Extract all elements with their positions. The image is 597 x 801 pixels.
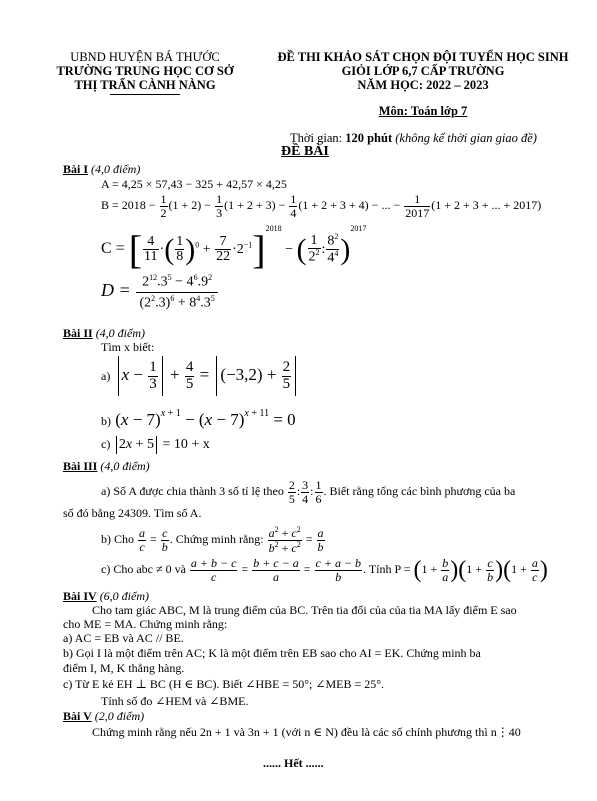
header-divider-left (110, 94, 180, 95)
bai1-D: D = $\frac{2^{12}.3^5 - 4^6.9^2}{(2^2.3)^6 + 8^4.3^5}$ (101, 274, 219, 312)
time-line: Thời gian: 120 phút (không kể thời gian giao đề) (290, 131, 537, 145)
bai4-b-line1: b) Gọi I là một điểm trên AC; K là một điểm trên EB sao cho AI = EK. Chứng minh ba (63, 646, 481, 660)
end-marker: ...... Hết ...... (263, 756, 324, 770)
bai3-a-line2: số đó bằng 24309. Tìm số A. (63, 506, 202, 520)
school-town: THỊ TRẤN CÀNH NÀNG (74, 78, 216, 92)
exam-title: ĐỀ THI KHẢO SÁT CHỌN ĐỘI TUYỂN HỌC SINH (277, 50, 569, 64)
bai2-a: a) x − $\frac{1}{3}$ + $\frac{4}{5}$ = (−3,2) + $\frac{2}{5}$ (101, 356, 299, 396)
bai1-A: A = 4,25 × 57,43 − 325 + 42,57 × 4,25 (101, 177, 287, 191)
school-year: NĂM HỌC: 2022 – 2023 (357, 78, 489, 92)
bai3-b: b) Cho $\frac{a}{c}$ = $\frac{c}{b}$ . Chứng minh rằng: $\frac{a^2 + c^2}{b^2 + c^2}$ = $\frac{a}{b}$ (101, 525, 324, 555)
bai3-c: c) Cho abc ≠ 0 và $\frac{a + b - c}{c}$ = $\frac{b + c - a}{a}$ = $\frac{c + a - b}{b}$ . Tính P = (1 + $\frac{b}{a}$ )(1 + $\frac{c}{b}$ )(1 + $\frac{a}{c}$ ) (101, 556, 548, 584)
bai5-heading: Bài V (2,0 điểm) (63, 709, 145, 723)
bai2-heading: Bài II (4,0 điểm) (63, 326, 146, 340)
bai4-c: c) Từ E kẻ EH ⊥ BC (H ∈ BC). Biết ∠HBE = 50°; ∠MEB = 25°. (63, 677, 385, 691)
bai4-heading: Bài IV (6,0 điểm) (63, 589, 150, 603)
bai3-heading: Bài III (4,0 điểm) (63, 459, 150, 473)
bai4-b-line2: điểm I, M, K thẳng hàng. (63, 661, 185, 675)
bai3-a-line1: a) Số A được chia thành 3 số tỉ lệ theo $\frac{2}{5}$ : $\frac{3}{4}$ : $\frac{1}{6}$ . Biết rằng tổng các bình phương của ba (101, 478, 516, 506)
bai1-B: B = 2018 − $\frac{1}{2}$ (1 + 2) − $\frac{1}{3}$ (1 + 2 + 3) − $\frac{1}{4}$ (1 + 2 + 3 + 4) − ... − $\frac{1}{2017}$ (1 + 2 + 3 + ... + 2017) (101, 192, 542, 220)
subject: Môn: Toán lớp 7 (378, 104, 468, 118)
bai2-b: b) $(x - 7)^{x + 1} - (x - 7)^{x + 11} = 0$ (101, 408, 296, 429)
school-district: UBND HUYỆN BÁ THƯỚC (70, 50, 220, 64)
page-title: ĐỀ BÀI (281, 144, 329, 159)
bai1-C: C = [ $\frac{4}{11}$ ·( $\frac{1}{8}$ )$^0$ + $\frac{7}{22}$ $\cdot 2^{-1}]^{2018}$ − ( $\frac{1}{2^2}$ : $\frac{8^2}{4^4}$ )$^{2017}$ (101, 224, 367, 272)
exam-level: GIỎI LỚP 6,7 CẤP TRƯỜNG (341, 64, 505, 78)
bai4-a: a) AC = EB và AC // BE. (63, 631, 184, 645)
bai4-c-line2: Tính số đo ∠HEM và ∠BME. (101, 694, 249, 708)
bai4-line1: Cho tam giác ABC, M là trung điểm của BC. Trên tia đối của của tia MA lấy điểm E sao (92, 603, 517, 617)
school-name: TRƯỜNG TRUNG HỌC CƠ SỞ (56, 64, 234, 78)
bai5-text: Chứng minh rằng nếu 2n + 1 và 3n + 1 (với n ∈ N) đều là các số chính phương thì n⋮40 (92, 725, 521, 739)
bai1-heading: Bài I (4,0 điểm) (63, 162, 141, 176)
bai2-intro: Tìm x biết: (101, 340, 155, 354)
bai2-c: c) 2x + 5 = 10 + x (101, 437, 210, 453)
bai4-line2: cho ME = MA. Chứng minh rằng: (63, 617, 228, 631)
